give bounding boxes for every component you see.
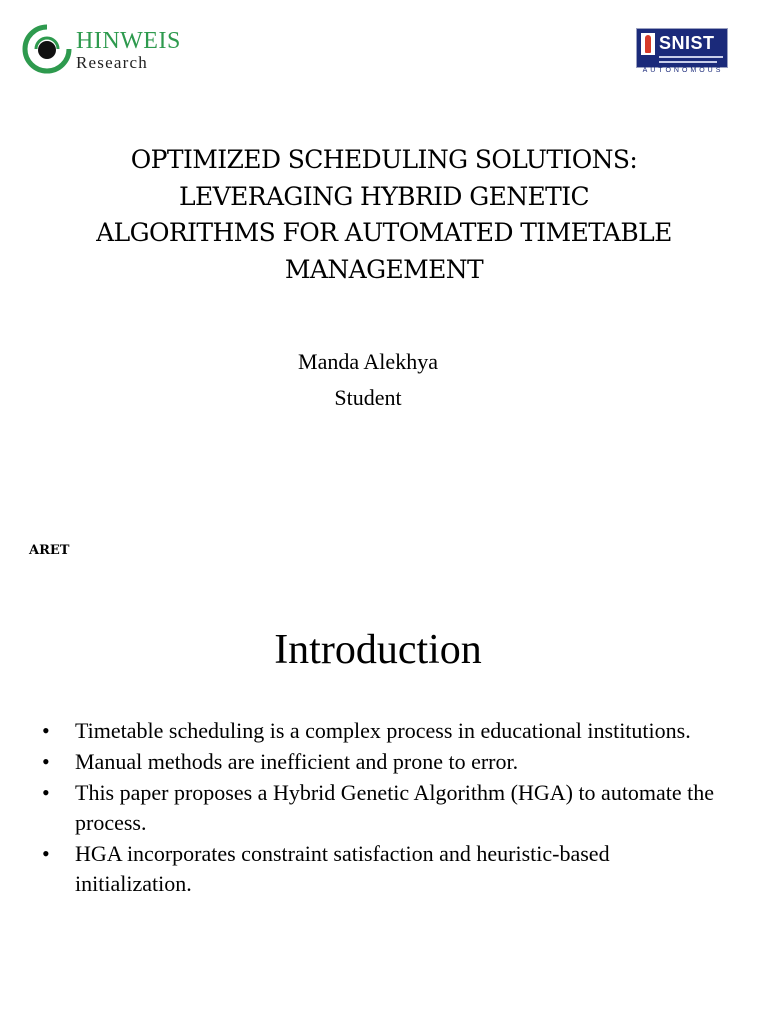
bullet-icon: • (42, 749, 50, 774)
torch-flame (645, 35, 651, 53)
paper-title (40, 142, 728, 288)
snist-name: SNIST (659, 33, 715, 53)
title-line: MANAGEMENT (284, 254, 484, 284)
author-role: Student (334, 385, 402, 410)
list-item (40, 716, 730, 746)
bullet-icon: • (42, 841, 50, 866)
snist-tagline: AUTONOMOUS (642, 67, 724, 74)
list-item (40, 778, 730, 838)
hinweis-subtitle: Research (76, 53, 148, 72)
title-line: LEVERAGING HYBRID GENETIC (178, 181, 590, 211)
section-tag: ARET (29, 543, 70, 558)
snist-fine-print (659, 56, 723, 58)
author-block (200, 344, 536, 416)
hinweis-research-logo (22, 24, 212, 76)
section-heading: Introduction (274, 627, 482, 673)
bullet-text: This paper proposes a Hybrid Genetic Algorithm (HGA) to automate the process. (75, 780, 715, 835)
bullet-list (40, 716, 730, 900)
snist-badge (636, 28, 728, 68)
snist-fine-print (659, 61, 717, 63)
title-line: OPTIMIZED SCHEDULING SOLUTIONS: (130, 145, 638, 174)
title-line: ALGORITHMS FOR AUTOMATED TIMETABLE (96, 218, 672, 247)
list-item (40, 839, 730, 899)
bullet-icon: • (42, 718, 50, 743)
bullet-text: Timetable scheduling is a complex process in educational institutions. (75, 718, 691, 743)
list-item (40, 747, 730, 777)
bullet-text: Manual methods are inefficient and prone to error. (75, 749, 519, 774)
hinweis-name: HINWEIS (76, 28, 181, 54)
bullet-icon: • (42, 780, 50, 805)
snist-logo (636, 28, 730, 76)
hinweis-logo-icon (22, 24, 72, 74)
author-name: Manda Alekhya (298, 349, 438, 374)
bullet-text: HGA incorporates constraint satisfaction and heuristic-based initialization. (75, 841, 610, 896)
